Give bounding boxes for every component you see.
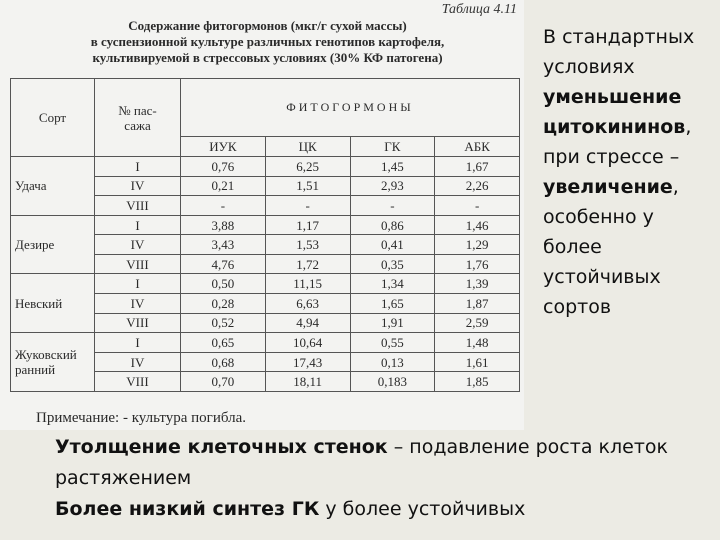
table-number: Таблица 4.11: [441, 2, 517, 17]
bottom-line-2: [55, 494, 715, 525]
table-body: [11, 157, 520, 392]
cell-pass: IV: [95, 235, 181, 255]
table-note: Примечание: - культура погибла.: [36, 410, 247, 426]
cell-abk: 1,87: [435, 294, 520, 314]
variety-name: Дезире: [11, 215, 95, 274]
bottom-line-1: [55, 432, 715, 494]
cell-pass: I: [95, 333, 181, 353]
side-commentary: [543, 22, 713, 322]
cell-iuk: 3,88: [181, 215, 266, 235]
bottom-bold-2: Более низкий синтез ГК: [55, 498, 320, 520]
side-text-5: , особенно у более устойчивых сортов: [543, 176, 679, 318]
cell-gk: 0,55: [350, 333, 435, 353]
cell-abk: 1,46: [435, 215, 520, 235]
cell-iuk: 3,43: [181, 235, 266, 255]
cell-gk: 1,45: [350, 157, 435, 177]
cell-ck: 18,11: [265, 372, 350, 392]
cell-abk: 1,76: [435, 254, 520, 274]
cell-abk: 1,48: [435, 333, 520, 353]
cell-abk: 2,59: [435, 313, 520, 333]
table-row: [11, 157, 520, 177]
cell-gk: 1,91: [350, 313, 435, 333]
cell-pass: I: [95, 215, 181, 235]
table-row: [11, 274, 520, 294]
variety-name: Невский: [11, 274, 95, 333]
table-row: [11, 333, 520, 353]
cell-abk: 1,61: [435, 352, 520, 372]
cell-gk: 0,41: [350, 235, 435, 255]
cell-iuk: 0,68: [181, 352, 266, 372]
cell-abk: 1,29: [435, 235, 520, 255]
cell-ck: 17,43: [265, 352, 350, 372]
cell-ck: 6,25: [265, 157, 350, 177]
cell-ck: -: [265, 196, 350, 216]
cell-ck: 1,51: [265, 176, 350, 196]
cell-gk: 0,183: [350, 372, 435, 392]
table-row: [11, 215, 520, 235]
header-gk: ГК: [350, 137, 435, 157]
cell-iuk: 4,76: [181, 254, 266, 274]
cell-gk: 1,65: [350, 294, 435, 314]
cell-pass: IV: [95, 176, 181, 196]
cell-gk: 0,13: [350, 352, 435, 372]
variety-name: Удача: [11, 157, 95, 216]
cell-ck: 11,15: [265, 274, 350, 294]
cell-iuk: 0,21: [181, 176, 266, 196]
cell-iuk: 0,65: [181, 333, 266, 353]
side-text-3: , при стрессе –: [543, 116, 692, 168]
cell-gk: 0,35: [350, 254, 435, 274]
side-text-1: В стандартных условиях: [543, 26, 695, 78]
cell-ck: 1,17: [265, 215, 350, 235]
cell-iuk: 0,70: [181, 372, 266, 392]
cell-pass: IV: [95, 352, 181, 372]
side-text-4: увеличение: [543, 176, 673, 198]
header-passage: № пас- сажа: [95, 79, 181, 157]
cell-iuk: -: [181, 196, 266, 216]
caption-line-2: в суспензионной культуре различных генотипов картофеля,: [90, 34, 445, 49]
side-text-2: уменьшение цитокининов: [543, 86, 686, 138]
bottom-commentary: [55, 432, 715, 525]
header-phytohormones: ФИТОГОРМОНЫ: [181, 79, 520, 137]
cell-ck: 4,94: [265, 313, 350, 333]
cell-gk: -: [350, 196, 435, 216]
cell-abk: 1,67: [435, 157, 520, 177]
header-iuk: ИУК: [181, 137, 266, 157]
cell-gk: 2,93: [350, 176, 435, 196]
cell-iuk: 0,76: [181, 157, 266, 177]
cell-iuk: 0,52: [181, 313, 266, 333]
variety-name: Жуковский ранний: [11, 333, 95, 392]
cell-gk: 0,86: [350, 215, 435, 235]
phytohormone-table: [10, 78, 520, 392]
cell-pass: VIII: [95, 372, 181, 392]
caption-line-3: культивируемой в стрессовых условиях (30% КФ патогена): [92, 50, 443, 65]
cell-abk: 1,85: [435, 372, 520, 392]
cell-pass: VIII: [95, 196, 181, 216]
bottom-text-2: у более устойчивых: [319, 498, 526, 520]
bottom-text-1: – подавление роста клеток растяжением: [55, 436, 668, 489]
cell-abk: 1,39: [435, 274, 520, 294]
cell-ck: 6,63: [265, 294, 350, 314]
cell-ck: 1,72: [265, 254, 350, 274]
cell-abk: 2,26: [435, 176, 520, 196]
cell-pass: VIII: [95, 254, 181, 274]
caption-line-1: Содержание фитогормонов (мкг/г сухой массы): [128, 18, 407, 33]
header-sort: Сорт: [11, 79, 95, 157]
cell-pass: I: [95, 157, 181, 177]
cell-iuk: 0,28: [181, 294, 266, 314]
header-abk: АБК: [435, 137, 520, 157]
cell-ck: 10,64: [265, 333, 350, 353]
cell-iuk: 0,50: [181, 274, 266, 294]
bottom-bold-1: Утолщение клеточных стенок: [55, 436, 388, 458]
cell-pass: IV: [95, 294, 181, 314]
cell-gk: 1,34: [350, 274, 435, 294]
cell-pass: VIII: [95, 313, 181, 333]
header-ck: ЦК: [265, 137, 350, 157]
table-caption: [30, 18, 505, 66]
cell-ck: 1,53: [265, 235, 350, 255]
cell-abk: -: [435, 196, 520, 216]
cell-pass: I: [95, 274, 181, 294]
